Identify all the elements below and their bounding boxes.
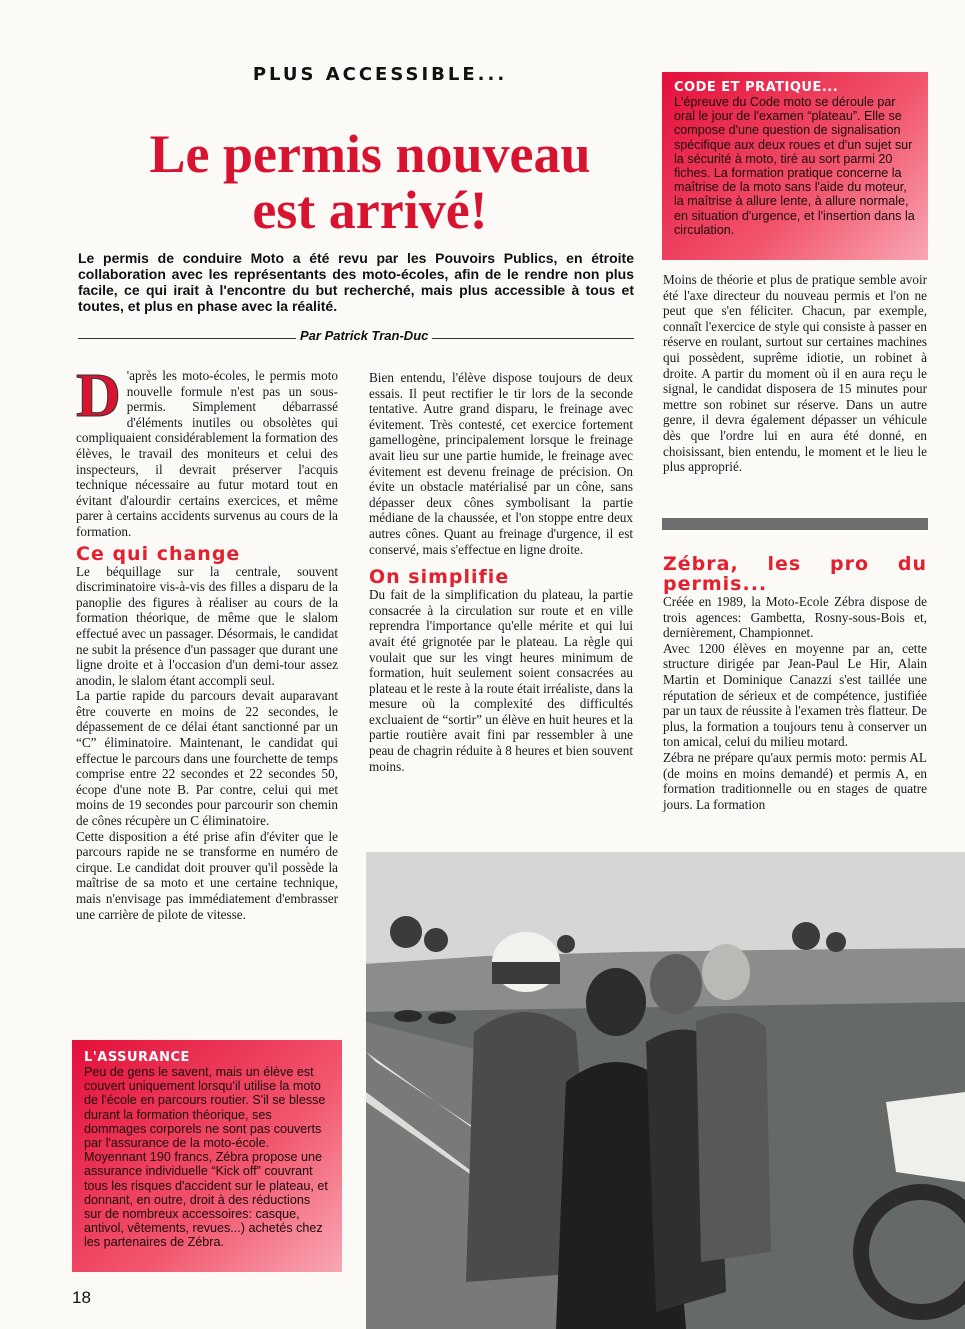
code-pratique-box xyxy=(662,72,928,260)
col2-paragraph-2: Du fait de la simplification du plateau, la partie consacrée à la circulation sur route et en ville reprendra l'importance qu'elle mérite et qui lui avait été grignotée par le plateau. La règle qui voulait que sur les vingt heures minimum de formation, huit seulement soient consacrées au plateau et le reste à la route était irréaliste, dans la mesure où la complexité des difficultés excluaient de “sortir” un élève en huit heures et la partie routière avait fini par ressembler à une peau de chagrin réduite à 8 heures et bien souvent moins. xyxy=(369,587,633,774)
col2-paragraph-1: Bien entendu, l'élève dispose toujours de deux essais. Il peut rectifier le tir lors de la seconde tentative. Autre grand disparu, le freinage avec évitement. Très contesté, cet exercice fortement gamellogène, principalement lorsque le freinage avait lieu sur une partie humide, le freinage avec évitement est devenu freinage de précision. On évite un obstacle matérialisé par un cône, sans dépasser deux cônes symbolisant la partie médiane de la chaussée, et l'on stoppe entre deux autres cônes. Quant au freinage d'urgence, il est conservé, mais s'effectue en ligne droite. xyxy=(369,370,633,557)
assurance-text: Peu de gens le savent, mais un élève est couvert uniquement lorsqu'il utilise la moto de l'école en parcours routier. S'il se blesse durant la formation théorique, ses dommages corporels ne sont pas couverts par l'assurance de la moto-école. Moyennant 190 francs, Zébra propose une assurance individuelle “Kick off” couvrant tous les risques d'accident sur le plateau, et donnant, en outre, droit à des réductions sur de nombreux accessoires: casque, antivol, vêtements, revues...) achetés chez les partenaires de Zébra. xyxy=(84,1065,328,1250)
assurance-heading: L'ASSURANCE xyxy=(84,1050,190,1065)
col1-paragraph-1 xyxy=(76,362,338,540)
col3-paragraph-2: Créée en 1989, la Moto-Ecole Zébra dispose de trois agences: Gambetta, Rosny-sous-Bois et, dernièrement, Championnet. xyxy=(663,594,927,641)
section-divider-bar xyxy=(662,518,928,530)
col1-paragraph-4: Cette disposition a été prise afin d'éviter que le parcours rapide ne se transforme en numéro de cirque. Le candidat doit prouver qu'il possède la maîtrise de sa moto et une certaine technique, mais n'envisage pas immédiatement d'embrasser une carrière de pilote de vitesse. xyxy=(76,828,338,922)
photo-illustration xyxy=(366,852,965,1329)
col1-paragraph-3: La partie rapide du parcours devait auparavant être couverte en moins de 22 secondes, le dépassement de ce délai étant sanctionné par un “C” éliminatoire. Maintenant, le candidat qui effectue le parcours dans une fourchette de temps comprise entre 22 secondes et 22 secondes 50, écope d'une note B. Par contre, celui qui met moins de 19 secondes pour parcourir son chemin de cônes récupère un C éliminatoire. xyxy=(76,688,338,829)
article-kicker: PLUS ACCESSIBLE... xyxy=(252,64,508,85)
column-1 xyxy=(76,362,338,922)
page-number: 18 xyxy=(72,1288,91,1307)
code-heading: CODE ET PRATIQUE... xyxy=(674,80,839,95)
article-lead: Le permis de conduire Moto a été revu par les Pouvoirs Publics, en étroite collaboration avec les représentants des moto-écoles, afin de le rendre non plus facile, ce qui irait à l'encontre du but recherché, mais plus accessible à tous et toutes, et plus en phase avec la réalité. xyxy=(78,250,634,314)
article-title xyxy=(110,126,630,238)
byline-rule-left xyxy=(78,338,296,339)
column-3-bottom xyxy=(663,550,927,812)
dropcap: D xyxy=(76,362,121,430)
heading-zebra: Zébra, les pro du permis... xyxy=(663,553,927,595)
photo-motorcycle-students xyxy=(366,852,965,1329)
title-line-1: Le permis nouveau xyxy=(149,124,591,184)
col3-paragraph-3: Avec 1200 élèves en moyenne par an, cette structure dirigée par Jean-Paul Le Hir, Alain Martin et Dominique Canazzi s'est taillée une réputation de sérieux et de compétence, justifiée par un taux de réussite à l'examen très flatteur. De plus, la formation a toujours tenu à conserver un ton amical, celui du milieu motard. xyxy=(663,640,927,750)
title-line-2: est arrivé! xyxy=(252,180,488,240)
byline-rule-right xyxy=(418,338,634,339)
code-text: L'épreuve du Code moto se déroule par oral le jour de l'examen “plateau”. Elle se compose d'une question de signalisation spécifique aux deux roues et d'un sujet sur la sécurité à moto, tiré au sort parmi 20 fiches. La formation pratique concerne la maîtrise de la moto sans l'aide du moteur, la maîtrise à allure lente, à allure normale, en situation d'urgence, et l'insertion dans la circulation. xyxy=(674,95,915,237)
byline-row xyxy=(78,328,634,346)
column-3-top xyxy=(663,272,927,475)
byline: Par Patrick Tran-Duc xyxy=(296,328,432,343)
assurance-box xyxy=(72,1040,342,1272)
heading-on-simplifie: On simplifie xyxy=(369,566,510,589)
column-2 xyxy=(369,370,633,774)
col1-p1-text: 'après les moto-écoles, le permis moto nouvelle formule n'est pas un sous-permis. Simplement débarrassé d'éléments inutiles ou obsolètes qui compliquaient considérablement la formation des élèves, le travail des moniteurs et celui des inspecteurs, il devrait préserver l'acquis technique nécessaire au futur motard tout en évitant d'alourdir certains exercices, et même parer à certains accidents survenus au cours de la formation. xyxy=(76,368,338,539)
col3-paragraph-4: Zébra ne prépare qu'aux permis moto: permis AL (de moins en moins demandé) et permis A, en formation traditionnelle ou en stages de quatre jours. La formation xyxy=(663,749,927,812)
heading-ce-qui-change: Ce qui change xyxy=(76,542,241,565)
col1-paragraph-2: Le béquillage sur la centrale, souvent discriminatoire vis-à-vis des filles a disparu de la panoplie des figures à réaliser au cours de la formation théorique, de même que le slalom effectué avec un passager. Désormais, le candidat ne subit la présence d'un passager que durant une ligne droite et à l'occasion d'un demi-tour assez anodin, le slalom étant accompli seul. xyxy=(76,563,338,688)
col3-paragraph-1: Moins de théorie et plus de pratique semble avoir été l'axe directeur du nouveau permis et l'on ne peut que s'en féliciter. Chacun, par exemple, connaît l'exercice de style qui consiste à passer en réserve en roulant, surtout sur certaines machines qui possèdent, suprême idiotie, un robinet à droite. A partir du moment où il en aura reçu le signal, le candidat disposera de 15 minutes pour mettre son robinet sur réserve. Dans un autre genre, il devra également dépasser un véhicule dès que l'ordre lui en aura été donné, en choisissant, bien entendu, le moment et le lieu le plus approprié. xyxy=(663,272,927,475)
